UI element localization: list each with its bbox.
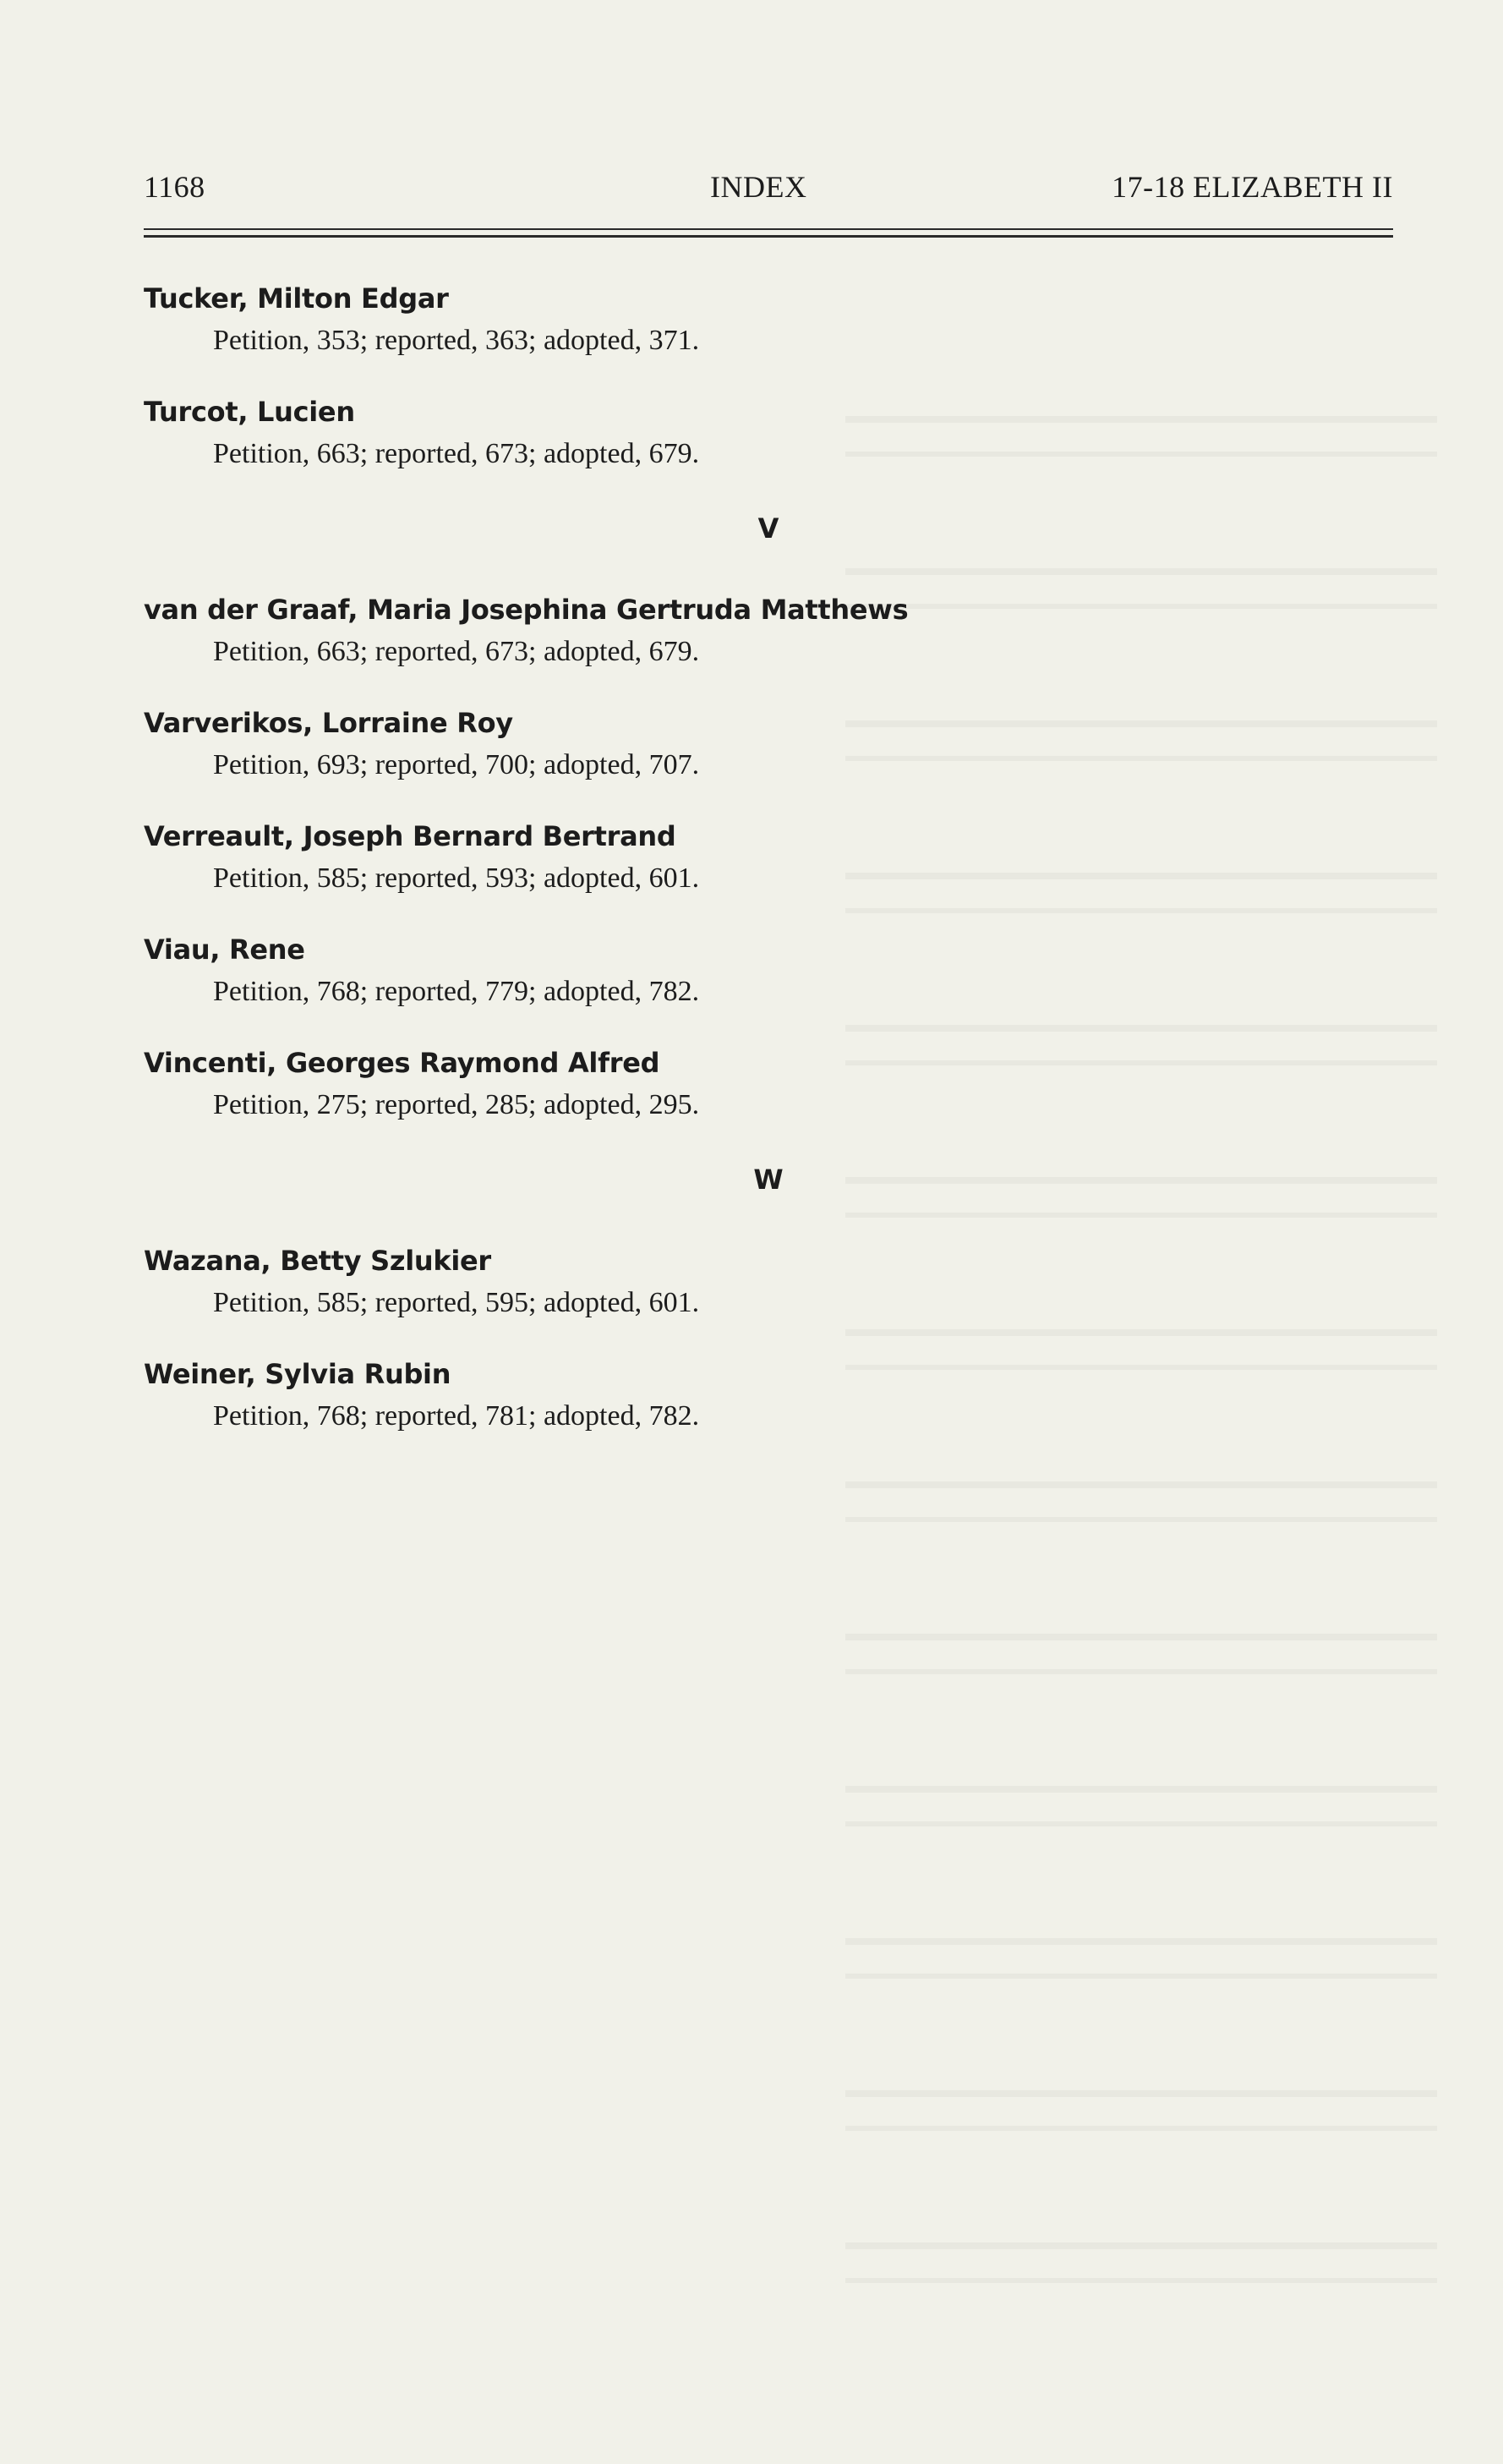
index-entry [144,815,1327,900]
entry-name: Vincenti, Georges Raymond Alfred [144,1047,660,1079]
entry-references: Petition, 663; reported, 673; adopted, 679. [213,438,700,469]
section-letter-w: W [753,1164,784,1196]
index-entry [144,702,1327,786]
section-title: INDEX [710,170,807,204]
entry-name: Verreault, Joseph Bernard Bertrand [144,820,676,852]
index-entry [144,1042,1327,1126]
index-entry [144,1353,1327,1437]
index-entries [144,277,1327,1437]
entry-name: Weiner, Sylvia Rubin [144,1358,451,1390]
index-entry [144,391,1327,475]
entry-references: Petition, 585; reported, 593; adopted, 601. [213,862,700,894]
index-entry [144,928,1327,1013]
entry-name: Varverikos, Lorraine Roy [144,707,513,739]
index-entry [144,277,1327,362]
entry-references: Petition, 585; reported, 595; adopted, 601. [213,1287,700,1318]
entry-references: Petition, 768; reported, 781; adopted, 782. [213,1400,700,1432]
entry-references: Petition, 768; reported, 779; adopted, 782. [213,976,700,1007]
volume-title: 17-18 ELIZABETH II [1112,170,1393,204]
entry-references: Petition, 693; reported, 700; adopted, 707. [213,749,700,780]
header-rule [144,228,1393,230]
index-entry [144,1240,1327,1324]
entry-name: van der Graaf, Maria Josephina Gertruda Matthews [144,594,909,626]
section-letter-v: V [757,512,779,545]
entry-name: Viau, Rene [144,934,305,966]
entry-references: Petition, 663; reported, 673; adopted, 679. [213,636,700,667]
header-rule-double [144,235,1393,238]
entry-name: Tucker, Milton Edgar [144,282,449,315]
entry-references: Petition, 353; reported, 363; adopted, 371. [213,325,700,356]
entry-references: Petition, 275; reported, 285; adopted, 295. [213,1089,700,1120]
running-head [144,169,1393,211]
page-number: 1168 [144,170,205,204]
entry-name: Wazana, Betty Szlukier [144,1245,491,1277]
entry-name: Turcot, Lucien [144,396,355,428]
index-entry [144,589,1327,673]
